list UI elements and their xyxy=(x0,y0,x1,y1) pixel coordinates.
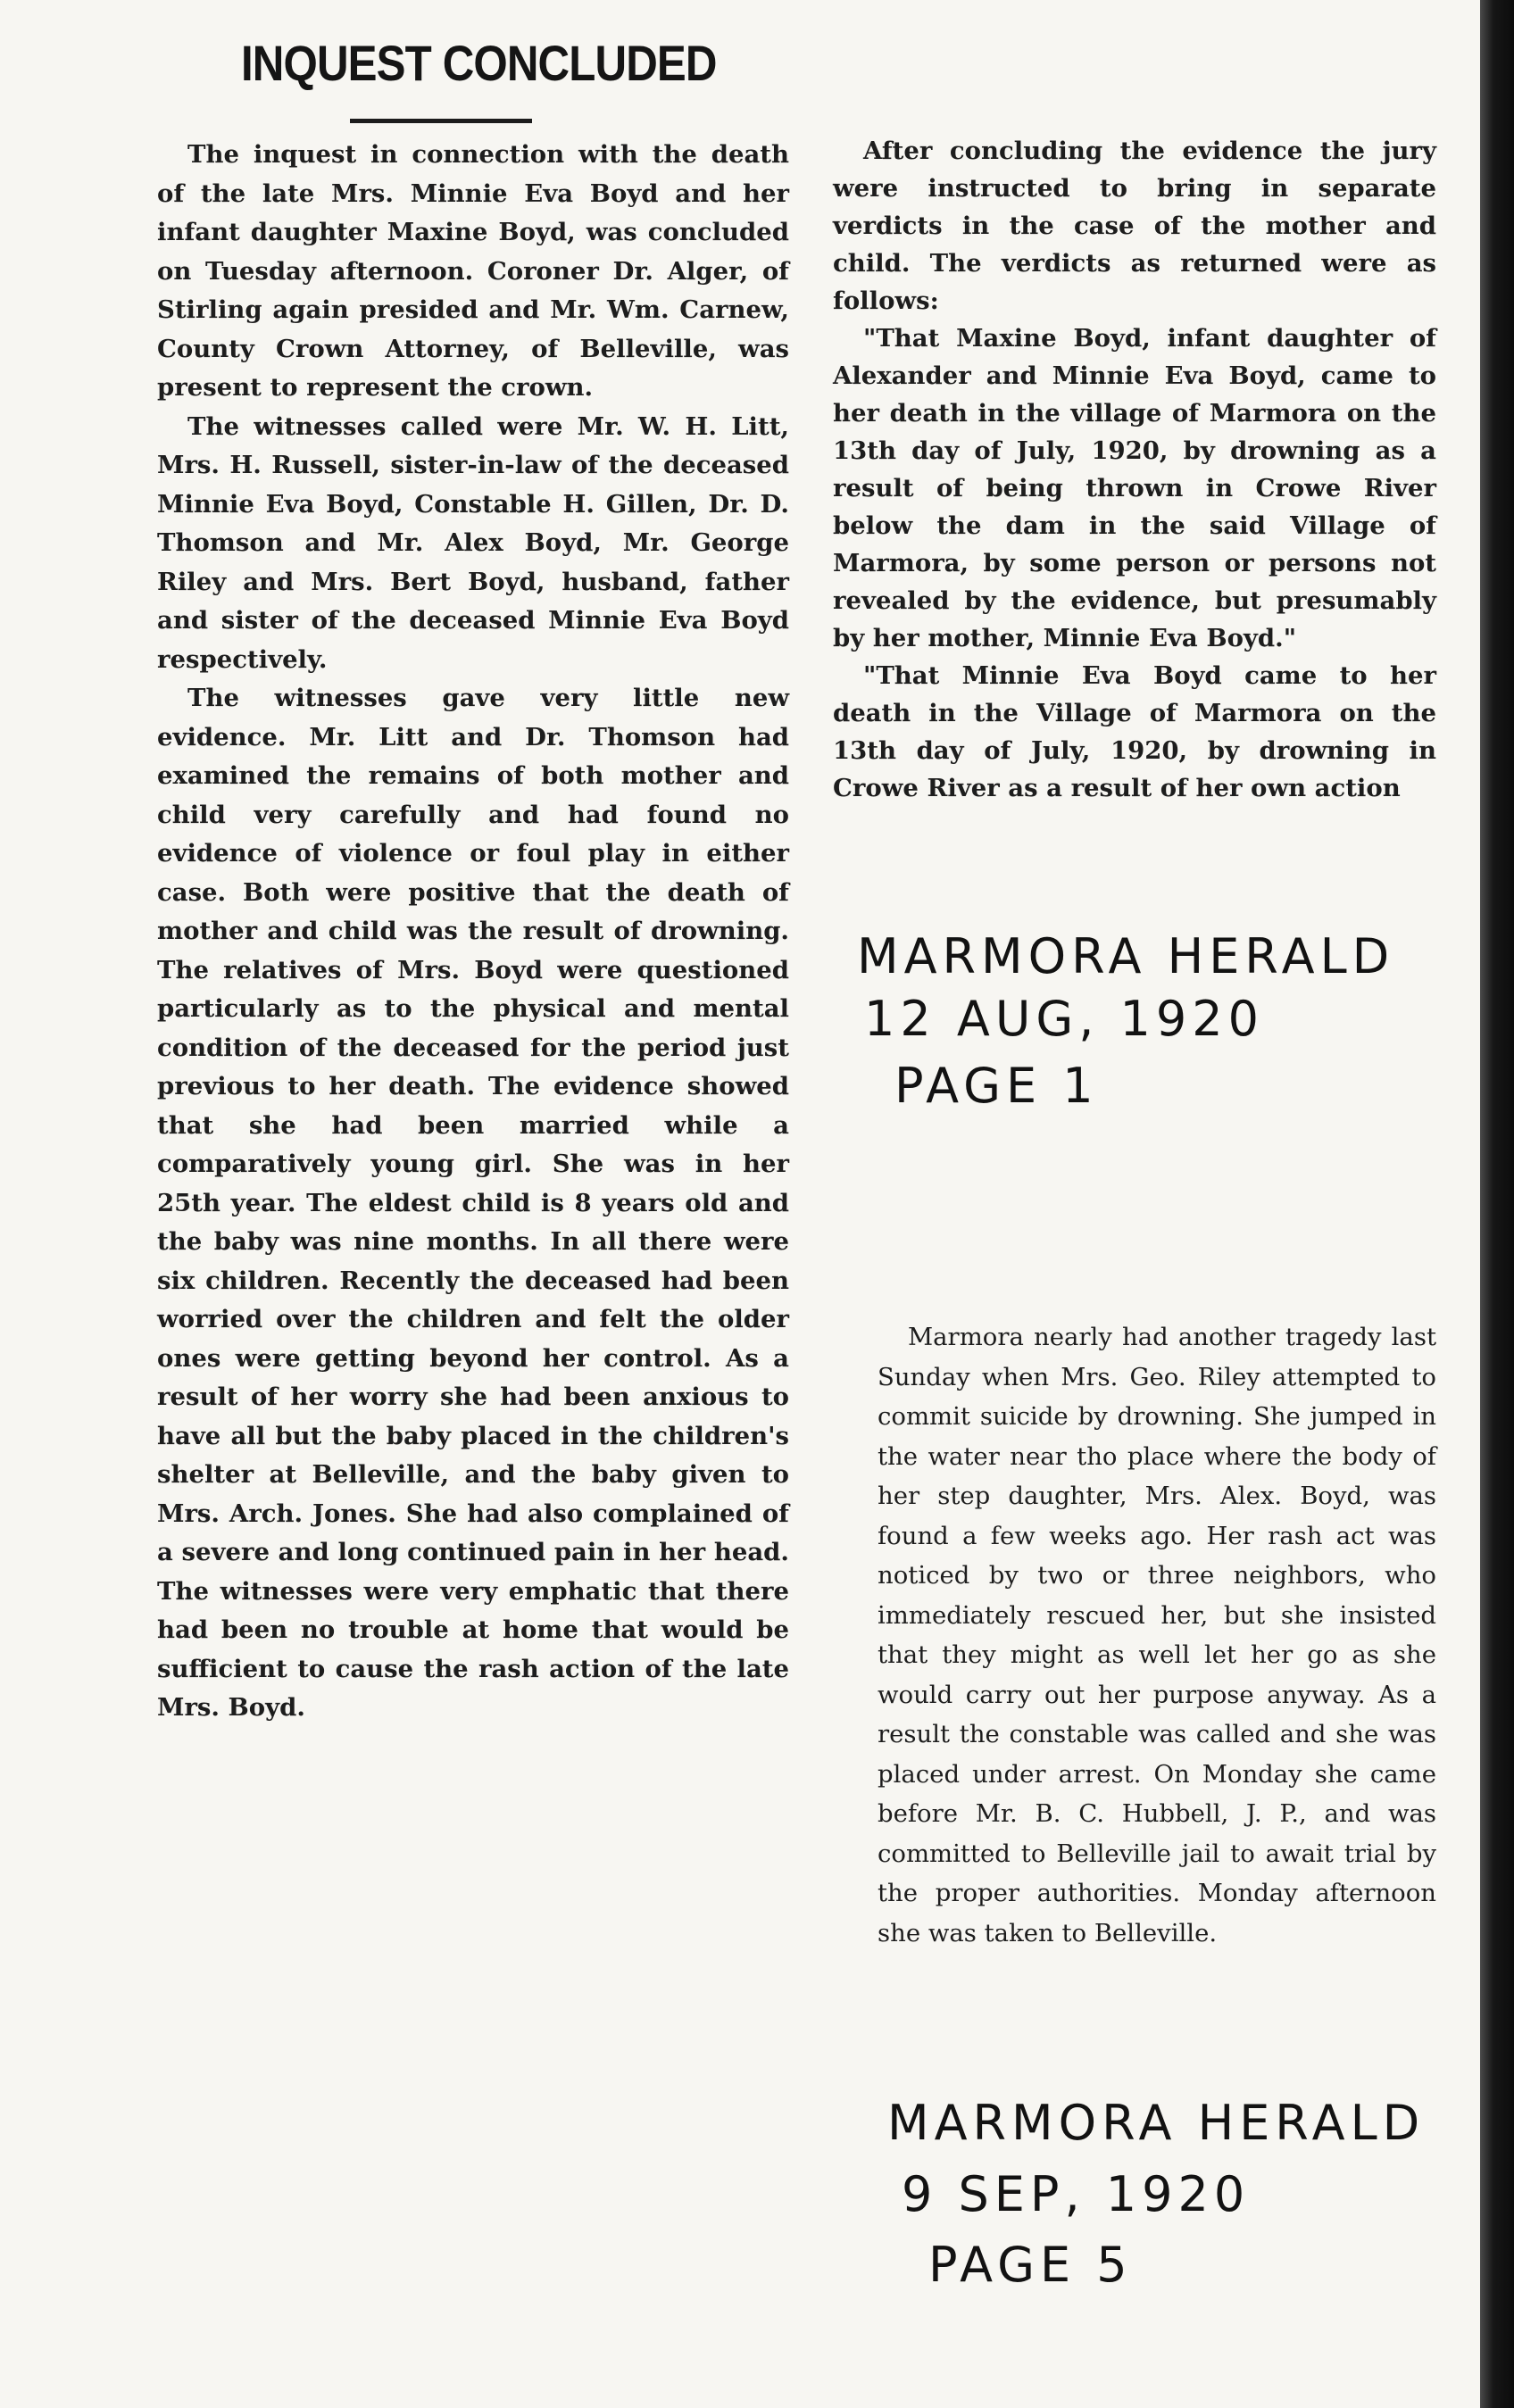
second-article xyxy=(878,1317,1436,1953)
headline-rule xyxy=(350,119,532,123)
article-paragraph: The witnesses gave very little new evidence. Mr. Litt and Dr. Thomson had examined the remains of both mother and child very carefully and had found no evidence of violence or foul play in either case. Both were positive that the death of mother and child was the result of drowning. The relatives of Mrs. Boyd were questioned particularly as to the physical and mental condition of the deceased for the period just previous to her death. The evidence showed that she had been married while a comparatively young girl. She was in her 25th year. The eldest child is 8 years old and the baby was nine months. In all there were six children. Recently the deceased had been worried over the children and felt the older ones were getting beyond her control. As a result of her worry she had been anxious to have all but the baby placed in the children's shelter at Belleville, and the baby given to Mrs. Arch. Jones. She had also complained of a severe and long continued pain in her head. The witnesses were very emphatic that there had been no trouble at home that would be sufficient to cause the rash action of the late Mrs. Boyd. xyxy=(157,684,789,1722)
article-paragraph: After concluding the evidence the jury were instructed to bring in separate verdicts in the case of the mother and child. The verdicts as returned were as follows: xyxy=(833,137,1436,315)
scan-edge xyxy=(1480,0,1514,2408)
article-paragraph: The inquest in connection with the death of the late Mrs. Minnie Eva Boyd and her infant daughter Maxine Boyd, was concluded on Tuesday afternoon. Coroner Dr. Alger, of Stirling again presided and Mr. Wm. Carnew, County Crown Attorney, of Belleville, was present to represent the crown. xyxy=(157,140,789,402)
handwritten-source-page: PAGE 1 xyxy=(894,1058,1099,1114)
handwritten-source-date: 9 SEP, 1920 xyxy=(902,2166,1251,2222)
article-paragraph: The witnesses called were Mr. W. H. Litt, Mrs. H. Russell, sister-in-law of the deceased Minnie Eva Boyd, Constable H. Gillen, Dr. D. Thomson and Mr. Alex Boyd, Mr. George Riley and Mrs. Bert Boyd, husband, father and sister of the deceased Minnie Eva Boyd respectively. xyxy=(157,411,789,674)
handwritten-source-name: MARMORA HERALD xyxy=(857,928,1395,984)
handwritten-source-page: PAGE 5 xyxy=(928,2237,1133,2293)
handwritten-source-date: 12 AUG, 1920 xyxy=(864,991,1264,1047)
article-column-left xyxy=(157,136,789,1728)
article-headline: INQUEST CONCLUDED xyxy=(241,35,717,91)
verdict-minnie: "That Minnie Eva Boyd came to her death in the Village of Marmora on the 13th day of July, 1920, by drowning in Crowe River as a result of her own action xyxy=(833,661,1436,802)
verdict-maxine: "That Maxine Boyd, infant daughter of Alexander and Minnie Eva Boyd, came to her death in the village of Marmora on the 13th day of July, 1920, by drowning as a result of being thrown in Crowe River below the dam in the said Village of Marmora, by some person or persons not revealed by the evidence, but presumably by her mother, Minnie Eva Boyd." xyxy=(833,324,1436,652)
article-column-right xyxy=(833,132,1436,807)
article-paragraph: Marmora nearly had another tragedy last Sunday when Mrs. Geo. Riley attempted to commit suicide by drowning. She jumped in the water near tho place where the body of her step daughter, Mrs. Alex. Boyd, was found a few weeks ago. Her rash act was noticed by two or three neighbors, who immediately rescued her, but she insisted that they might as well let her go as she would carry out her purpose anyway. As a result the constable was called and she was placed under arrest. On Monday she came before Mr. B. C. Hubbell, J. P., and was committed to Belleville jail to await trial by the proper authorities. Monday afternoon she was taken to Belleville. xyxy=(878,1323,1436,1947)
handwritten-source-name: MARMORA HERALD xyxy=(887,2095,1426,2151)
